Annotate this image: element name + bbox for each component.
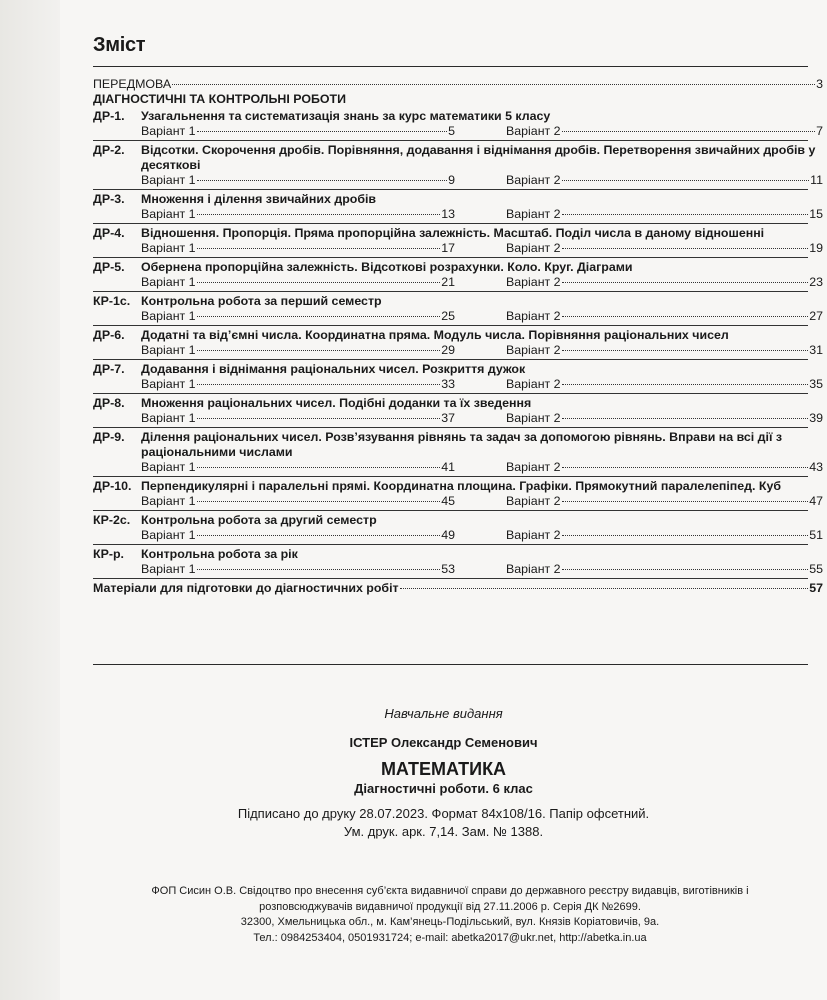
entry-heading — [93, 513, 823, 528]
leader-dots — [562, 418, 809, 419]
entry-variants — [93, 562, 823, 577]
toc-entry — [93, 260, 823, 292]
variant-1-label: Варіант 1 — [141, 309, 196, 323]
leader-dots — [197, 131, 448, 132]
entry-title: Відсотки. Скорочення дробів. Порівняння, додавання і віднімання дробів. Перетворення звичайних дробів у десяткові — [141, 143, 816, 172]
entry-separator — [93, 427, 808, 428]
publisher-line2: розповсюджувачів видавничої продукції від 27.11.2006 р. Серія ДК №2699. — [259, 900, 641, 913]
variant-2-page: 7 — [816, 124, 823, 138]
variant-2-page: 11 — [810, 173, 823, 187]
leader-dots — [197, 214, 441, 215]
final-page: 57 — [809, 581, 823, 595]
entry-heading — [93, 547, 823, 562]
entry-separator — [93, 476, 808, 477]
variant-1-label: Варіант 1 — [141, 275, 196, 289]
entry-separator — [93, 544, 808, 545]
leader-dots — [562, 131, 816, 132]
leader-dots — [197, 535, 441, 536]
toc-entry — [93, 547, 823, 579]
entry-title: Контрольна робота за рік — [141, 547, 298, 561]
variant-2-label: Варіант 2 — [506, 207, 561, 221]
entry-title: Множення і ділення звичайних дробів — [141, 192, 377, 206]
variant-1-page: 33 — [441, 377, 455, 391]
entry-separator — [93, 393, 808, 394]
variant-1-link[interactable] — [141, 377, 455, 392]
publisher-line1: ФОП Сисин О.В. Свідоцтво про внесення суб’єкта видавничої справи до державного реєстру видавців, виготівників і — [151, 885, 749, 897]
variant-1-page: 45 — [441, 494, 455, 508]
table-of-contents — [93, 75, 823, 596]
variant-2-link[interactable] — [506, 494, 823, 509]
variant-2-link[interactable] — [506, 241, 823, 256]
entry-variants — [93, 411, 823, 426]
toc-entry — [93, 396, 823, 428]
variant-1-label: Варіант 1 — [141, 528, 196, 542]
entry-heading — [93, 143, 823, 173]
entry-variants — [93, 173, 823, 188]
entry-code: ДР-3. — [93, 192, 125, 206]
variant-1-page: 29 — [441, 343, 455, 357]
variant-2-link[interactable] — [506, 343, 823, 358]
variant-2-page: 15 — [809, 207, 823, 221]
publisher-line4: Тел.: 0984253404, 0501931724; e-mail: abetka2017@ukr.net, http://abetka.in.ua — [253, 931, 647, 944]
variant-2-link[interactable] — [506, 411, 823, 426]
variant-1-label: Варіант 1 — [141, 343, 196, 357]
entry-code: ДР-9. — [93, 430, 125, 444]
variant-2-link[interactable] — [506, 207, 823, 222]
variant-2-page: 35 — [809, 377, 823, 391]
entry-separator — [93, 257, 808, 258]
leader-dots — [562, 282, 809, 283]
leader-dots — [197, 282, 441, 283]
leader-dots — [197, 316, 441, 317]
variant-1-label: Варіант 1 — [141, 207, 196, 221]
leader-dots — [197, 248, 441, 249]
entry-variants — [93, 494, 823, 509]
variant-2-label: Варіант 2 — [506, 124, 561, 138]
variant-1-page: 9 — [448, 173, 455, 187]
page-gutter — [0, 0, 60, 1000]
variant-1-label: Варіант 1 — [141, 241, 196, 255]
entry-code: КР-1с. — [93, 294, 131, 308]
preface-row[interactable] — [93, 77, 823, 92]
entry-title: Множення раціональних чисел. Подібні доданки та їх зведення — [141, 396, 532, 410]
variant-2-link[interactable] — [506, 562, 823, 577]
leader-dots — [562, 501, 809, 502]
variant-2-page: 27 — [809, 309, 823, 323]
entry-variants — [93, 124, 823, 139]
leader-dots — [197, 501, 441, 502]
leader-dots — [562, 214, 809, 215]
leader-dots — [562, 384, 809, 385]
entry-heading — [93, 226, 823, 241]
preface-page: 3 — [816, 77, 823, 91]
entry-separator — [93, 510, 808, 511]
preface-label: ПЕРЕДМОВА — [93, 77, 172, 91]
variant-2-page: 23 — [809, 275, 823, 289]
variant-2-link[interactable] — [506, 377, 823, 392]
variant-2-page: 39 — [809, 411, 823, 425]
entry-heading — [93, 192, 823, 207]
variant-1-label: Варіант 1 — [141, 124, 196, 138]
variant-1-label: Варіант 1 — [141, 411, 196, 425]
variant-2-link[interactable] — [506, 528, 823, 543]
author-name: ІСТЕР Олександр Семенович — [349, 735, 538, 750]
entry-variants — [93, 207, 823, 222]
variant-1-page: 17 — [441, 241, 455, 255]
variant-2-page: 43 — [809, 460, 823, 474]
variant-2-link[interactable] — [506, 124, 823, 139]
print-info-line2: Ум. друк. арк. 7,14. Зам. № 1388. — [343, 824, 544, 839]
entry-code: ДР-5. — [93, 260, 125, 274]
final-label: Матеріали для підготовки до діагностичних робіт — [93, 581, 399, 595]
entry-separator — [93, 291, 808, 292]
variant-2-link[interactable] — [506, 309, 823, 324]
entry-code: КР-р. — [93, 547, 124, 561]
entry-variants — [93, 528, 823, 543]
variant-1-link[interactable] — [141, 460, 455, 475]
toc-entry — [93, 294, 823, 326]
variant-2-label: Варіант 2 — [506, 173, 561, 187]
leader-dots — [197, 418, 441, 419]
toc-entry — [93, 192, 823, 224]
variant-1-link[interactable] — [141, 173, 455, 188]
entry-code: ДР-10. — [93, 479, 132, 493]
entry-separator — [93, 140, 808, 141]
leader-dots — [562, 180, 810, 181]
variant-1-page: 13 — [441, 207, 455, 221]
variant-2-label: Варіант 2 — [506, 411, 561, 425]
variant-1-link[interactable] — [141, 241, 455, 256]
leader-dots — [197, 467, 441, 468]
variant-2-page: 19 — [809, 241, 823, 255]
publisher-line3: 32300, Хмельницька обл., м. Кам’янець-Подільський, вул. Князів Коріатовичів, 9а. — [240, 916, 660, 928]
leader-dots — [197, 350, 441, 351]
entry-title: Контрольна робота за перший семестр — [141, 294, 382, 308]
entry-code: ДР-7. — [93, 362, 125, 376]
entry-title: Додатні та від’ємні числа. Координатна пряма. Модуль числа. Порівняння раціональних чисел — [141, 328, 729, 342]
entry-heading — [93, 362, 823, 377]
variant-1-link[interactable] — [141, 494, 455, 509]
variant-1-label: Варіант 1 — [141, 562, 196, 576]
entry-heading — [93, 294, 823, 309]
variant-1-link[interactable] — [141, 343, 455, 358]
variant-1-link[interactable] — [141, 411, 455, 426]
variant-2-page: 47 — [809, 494, 823, 508]
entry-variants — [93, 460, 823, 475]
section-heading: ДІАГНОСТИЧНІ ТА КОНТРОЛЬНІ РОБОТИ — [93, 92, 346, 106]
entry-variants — [93, 241, 823, 256]
print-info-line1: Підписано до друку 28.07.2023. Формат 84x108/16. Папір офсетний. — [237, 806, 650, 821]
entry-title: Додавання і віднімання раціональних чисел. Розкриття дужок — [141, 362, 526, 376]
leader-dots — [562, 248, 809, 249]
variant-1-page: 37 — [441, 411, 455, 425]
toc-entry — [93, 479, 823, 511]
variant-1-label: Варіант 1 — [141, 460, 196, 474]
variant-2-page: 55 — [809, 562, 823, 576]
toc-entry — [93, 328, 823, 360]
entry-variants — [93, 343, 823, 358]
entry-title: Ділення раціональних чисел. Розв’язування рівнянь та задач за допомогою рівнянь. Вправи на всі дії з раціональними числами — [141, 430, 783, 459]
variant-1-link[interactable] — [141, 275, 455, 290]
toc-entry — [93, 226, 823, 258]
entry-variants — [93, 309, 823, 324]
bottom-rule — [93, 664, 808, 665]
variant-1-link[interactable] — [141, 207, 455, 222]
entry-code: ДР-4. — [93, 226, 125, 240]
leader-dots — [562, 350, 809, 351]
variant-2-label: Варіант 2 — [506, 528, 561, 542]
publisher-info — [100, 884, 800, 946]
entry-title: Контрольна робота за другий семестр — [141, 513, 377, 527]
entry-code: ДР-8. — [93, 396, 125, 410]
variant-1-page: 21 — [441, 275, 455, 289]
entry-variants — [93, 275, 823, 290]
toc-entries — [93, 109, 823, 579]
variant-2-label: Варіант 2 — [506, 275, 561, 289]
entry-title: Відношення. Пропорція. Пряма пропорційна залежність. Масштаб. Поділ числа в даному відношенні — [141, 226, 765, 240]
entry-variants — [93, 377, 823, 392]
leader-dots — [562, 467, 809, 468]
toc-entry — [93, 362, 823, 394]
entry-heading — [93, 109, 823, 124]
final-row[interactable] — [93, 581, 823, 596]
variant-2-page: 31 — [809, 343, 823, 357]
leader-dots — [562, 316, 809, 317]
variant-1-label: Варіант 1 — [141, 377, 196, 391]
variant-2-label: Варіант 2 — [506, 562, 561, 576]
entry-title: Обернена пропорційна залежність. Відсоткові розрахунки. Коло. Круг. Діаграми — [141, 260, 633, 274]
variant-2-label: Варіант 2 — [506, 343, 561, 357]
variant-2-link[interactable] — [506, 275, 823, 290]
leader-dots — [197, 569, 441, 570]
entry-heading — [93, 479, 823, 494]
book-title: МАТЕМАТИКА — [380, 759, 507, 779]
entry-code: ДР-6. — [93, 328, 125, 342]
leader-dots — [197, 384, 441, 385]
variant-1-page: 41 — [441, 460, 455, 474]
variant-1-page: 53 — [441, 562, 455, 576]
entry-title: Перпендикулярні і паралельні прямі. Координатна площина. Графіки. Прямокутний паралелепіпед. Куб — [141, 479, 782, 493]
variant-1-label: Варіант 1 — [141, 173, 196, 187]
toc-entry — [93, 430, 823, 477]
variant-1-link[interactable] — [141, 562, 455, 577]
entry-separator — [93, 325, 808, 326]
variant-2-link[interactable] — [506, 173, 823, 188]
entry-code: ДР-2. — [93, 143, 125, 157]
leader-dots — [400, 588, 809, 589]
entry-separator — [93, 189, 808, 190]
book-subtitle: Діагностичні роботи. 6 клас — [354, 781, 533, 796]
variant-2-page: 51 — [809, 528, 823, 542]
variant-2-label: Варіант 2 — [506, 494, 561, 508]
leader-dots — [197, 180, 448, 181]
leader-dots — [562, 569, 809, 570]
variant-2-label: Варіант 2 — [506, 309, 561, 323]
title-rule — [93, 66, 808, 67]
entry-heading — [93, 328, 823, 343]
entry-separator — [93, 359, 808, 360]
entry-code: КР-2с. — [93, 513, 131, 527]
variant-2-link[interactable] — [506, 460, 823, 475]
entry-title: Узагальнення та систематизація знань за курс математики 5 класу — [141, 109, 551, 123]
entry-heading — [93, 430, 823, 460]
entry-heading — [93, 396, 823, 411]
entry-code: ДР-1. — [93, 109, 125, 123]
variant-1-page: 25 — [441, 309, 455, 323]
toc-entry — [93, 143, 823, 190]
leader-dots — [172, 84, 815, 85]
edition-type: Навчальне видання — [384, 706, 503, 721]
variant-1-link[interactable] — [141, 124, 455, 139]
entry-heading — [93, 260, 823, 275]
variant-1-link[interactable] — [141, 309, 455, 324]
variant-2-label: Варіант 2 — [506, 241, 561, 255]
variant-1-page: 49 — [441, 528, 455, 542]
toc-entry — [93, 513, 823, 545]
leader-dots — [562, 535, 809, 536]
entry-separator — [93, 578, 808, 579]
contents-title: Зміст — [93, 34, 146, 56]
toc-entry — [93, 109, 823, 141]
variant-1-link[interactable] — [141, 528, 455, 543]
variant-1-page: 5 — [448, 124, 455, 138]
variant-2-label: Варіант 2 — [506, 377, 561, 391]
variant-1-label: Варіант 1 — [141, 494, 196, 508]
entry-separator — [93, 223, 808, 224]
variant-2-label: Варіант 2 — [506, 460, 561, 474]
